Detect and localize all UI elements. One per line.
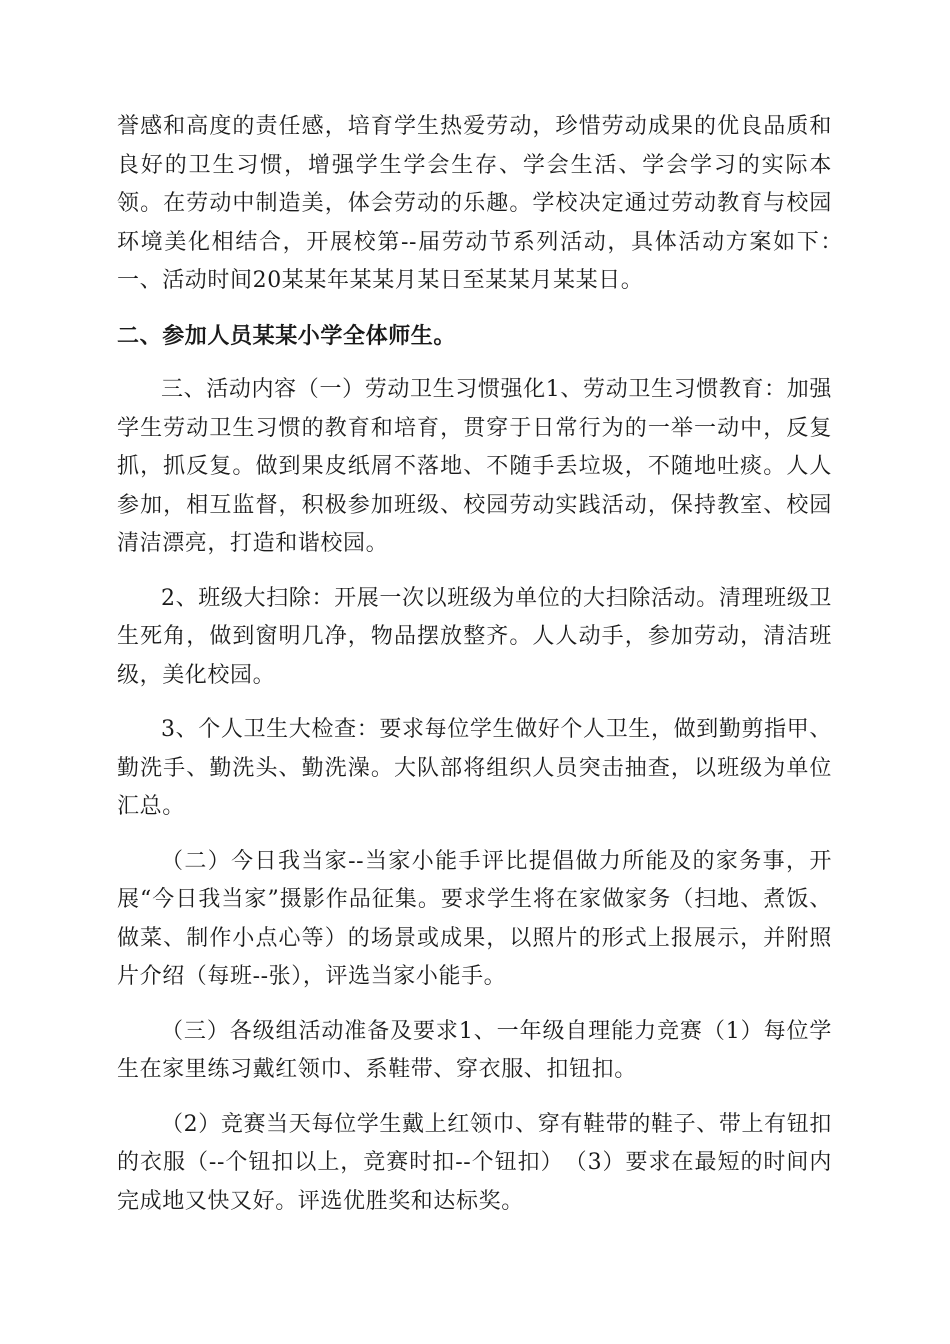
- paragraph-class-cleaning: 2、班级大扫除：开展一次以班级为单位的大扫除活动。清理班级卫生死角，做到窗明几净，物品摆放整齐。人人动手，参加劳动，清洁班级，美化校园。: [117, 585, 832, 688]
- paragraph-intro: 誉感和高度的责任感，培育学生热爱劳动，珍惜劳动成果的优良品质和良好的卫生习惯，增强学生学会生存、学会生活、学会学习的实际本领。在劳动中制造美，体会劳动的乐趣。学校决定通过劳动教育与校园环境美化相结合，开展校第--届劳动节系列活动，具体活动方案如下： 一、活动时间20某某年某某月某日至某某月某某日。: [117, 114, 855, 293]
- paragraph-personal-hygiene: 3、个人卫生大检查：要求每位学生做好个人卫生，做到勤剪指甲、勤洗手、勤洗头、勤洗澡。大队部将组织人员突击抽查，以班级为单位汇总。: [117, 717, 832, 819]
- paragraph-competition-rules: （2）竞赛当天每位学生戴上红领巾、穿有鞋带的鞋子、带上有钮扣的衣服（--个钮扣以上，竞赛时扣--个钮扣） （3）要求在最短的时间内完成地又快又好。评选优胜奖和达标奖。: [117, 1111, 832, 1214]
- document-body: [117, 108, 855, 1221]
- paragraph-grade-activities: （三）各级组活动准备及要求1、一年级自理能力竞赛（1）每位学生在家里练习戴红领巾、系鞋带、穿衣服、扣钮扣。: [117, 1018, 832, 1082]
- paragraph-activity-content: 三、活动内容（一）劳动卫生习惯强化1、劳动卫生习惯教育：加强学生劳动卫生习惯的教育和培育，贯穿于日常行为的一举一动中，反复抓，抓反复。做到果皮纸屑不落地、不随手丢垃圾，不随地吐痰。人人参加，相互监督，积极参加班级、校园劳动实践活动，保持教室、校园清洁漂亮，打造和谐校园。: [117, 377, 832, 556]
- paragraph-today-i-am-home: （二）今日我当家--当家小能手评比提倡做力所能及的家务事，开展“今日我当家”摄影作品征集。要求学生将在家做家务（扫地、煮饭、做菜、制作小点心等）的场景或成果，以照片的形式上报展示，并附照片介绍（每班--张），评选当家小能手。: [117, 848, 832, 989]
- paragraph-participants-heading: 二、参加人员某某小学全体师生。: [117, 322, 457, 349]
